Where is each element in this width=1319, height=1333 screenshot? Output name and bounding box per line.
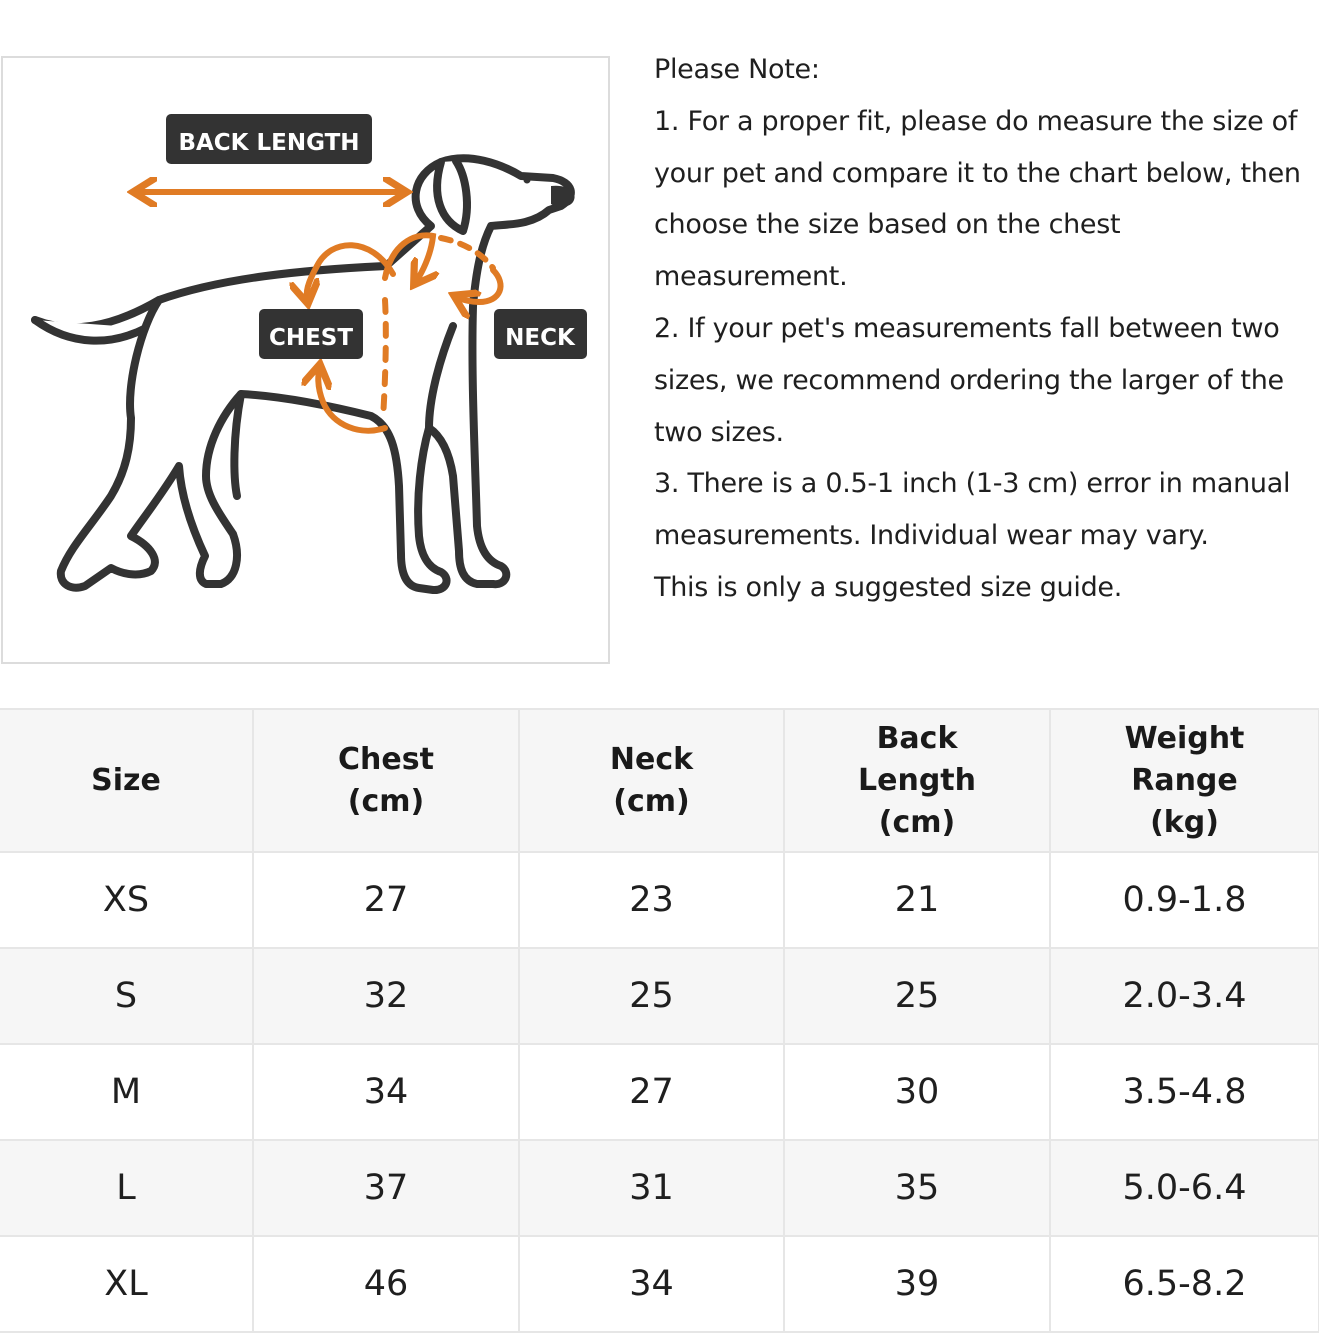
size-chart-table	[0, 708, 1319, 1333]
header-chest: Chest (cm)	[253, 709, 519, 852]
cell-chest: 32	[253, 948, 519, 1044]
header-size: Size	[0, 709, 253, 852]
cell-back-length: 39	[784, 1236, 1050, 1332]
table-header-row	[0, 709, 1319, 852]
dog-silhouette	[35, 158, 571, 590]
cell-chest: 46	[253, 1236, 519, 1332]
table-row	[0, 852, 1319, 948]
dog-eye	[524, 177, 531, 184]
back-length-label	[166, 114, 372, 164]
cell-size: XS	[0, 852, 253, 948]
cell-neck: 31	[519, 1140, 784, 1236]
header-weight-range: Weight Range (kg)	[1050, 709, 1319, 852]
cell-size: M	[0, 1044, 253, 1140]
neck-label-text: NECK	[505, 325, 575, 351]
notes-item-3: 3. There is a 0.5-1 inch (1-3 cm) error in manual measurements. Individual wear may vary.	[654, 468, 1291, 552]
cell-chest: 27	[253, 852, 519, 948]
notes-footer: This is only a suggested size guide.	[654, 571, 1123, 603]
cell-weight-range: 3.5-4.8	[1050, 1044, 1319, 1140]
cell-weight-range: 0.9-1.8	[1050, 852, 1319, 948]
cell-back-length: 25	[784, 948, 1050, 1044]
notes-item-1: 1. For a proper fit, please do measure the size of your pet and compare it to the chart below, then choose the size based on the chest measurement.	[654, 105, 1301, 293]
cell-neck: 27	[519, 1044, 784, 1140]
cell-chest: 34	[253, 1044, 519, 1140]
cell-chest: 37	[253, 1140, 519, 1236]
cell-neck: 25	[519, 948, 784, 1044]
cell-back-length: 35	[784, 1140, 1050, 1236]
table-row	[0, 1044, 1319, 1140]
neck-label	[494, 309, 587, 359]
cell-neck: 23	[519, 852, 784, 948]
cell-size: XL	[0, 1236, 253, 1332]
cell-back-length: 30	[784, 1044, 1050, 1140]
header-back-length: Back Length (cm)	[784, 709, 1050, 852]
table-row	[0, 948, 1319, 1044]
table-row	[0, 1140, 1319, 1236]
cell-size: L	[0, 1140, 253, 1236]
cell-weight-range: 6.5-8.2	[1050, 1236, 1319, 1332]
dog-outline-illustration	[1, 56, 610, 664]
cell-size: S	[0, 948, 253, 1044]
chest-label	[259, 309, 363, 359]
cell-weight-range: 5.0-6.4	[1050, 1140, 1319, 1236]
notes-item-2: 2. If your pet's measurements fall between two sizes, we recommend ordering the larger of the two sizes.	[654, 312, 1284, 448]
measurement-diagram	[1, 56, 610, 664]
cell-weight-range: 2.0-3.4	[1050, 948, 1319, 1044]
cell-neck: 34	[519, 1236, 784, 1332]
table-row	[0, 1236, 1319, 1332]
notes-heading: Please Note:	[654, 54, 820, 85]
cell-back-length: 21	[784, 852, 1050, 948]
chest-label-text: CHEST	[268, 325, 354, 351]
size-notes	[654, 44, 1316, 614]
back-length-label-text: BACK LENGTH	[178, 130, 360, 156]
header-neck: Neck (cm)	[519, 709, 784, 852]
